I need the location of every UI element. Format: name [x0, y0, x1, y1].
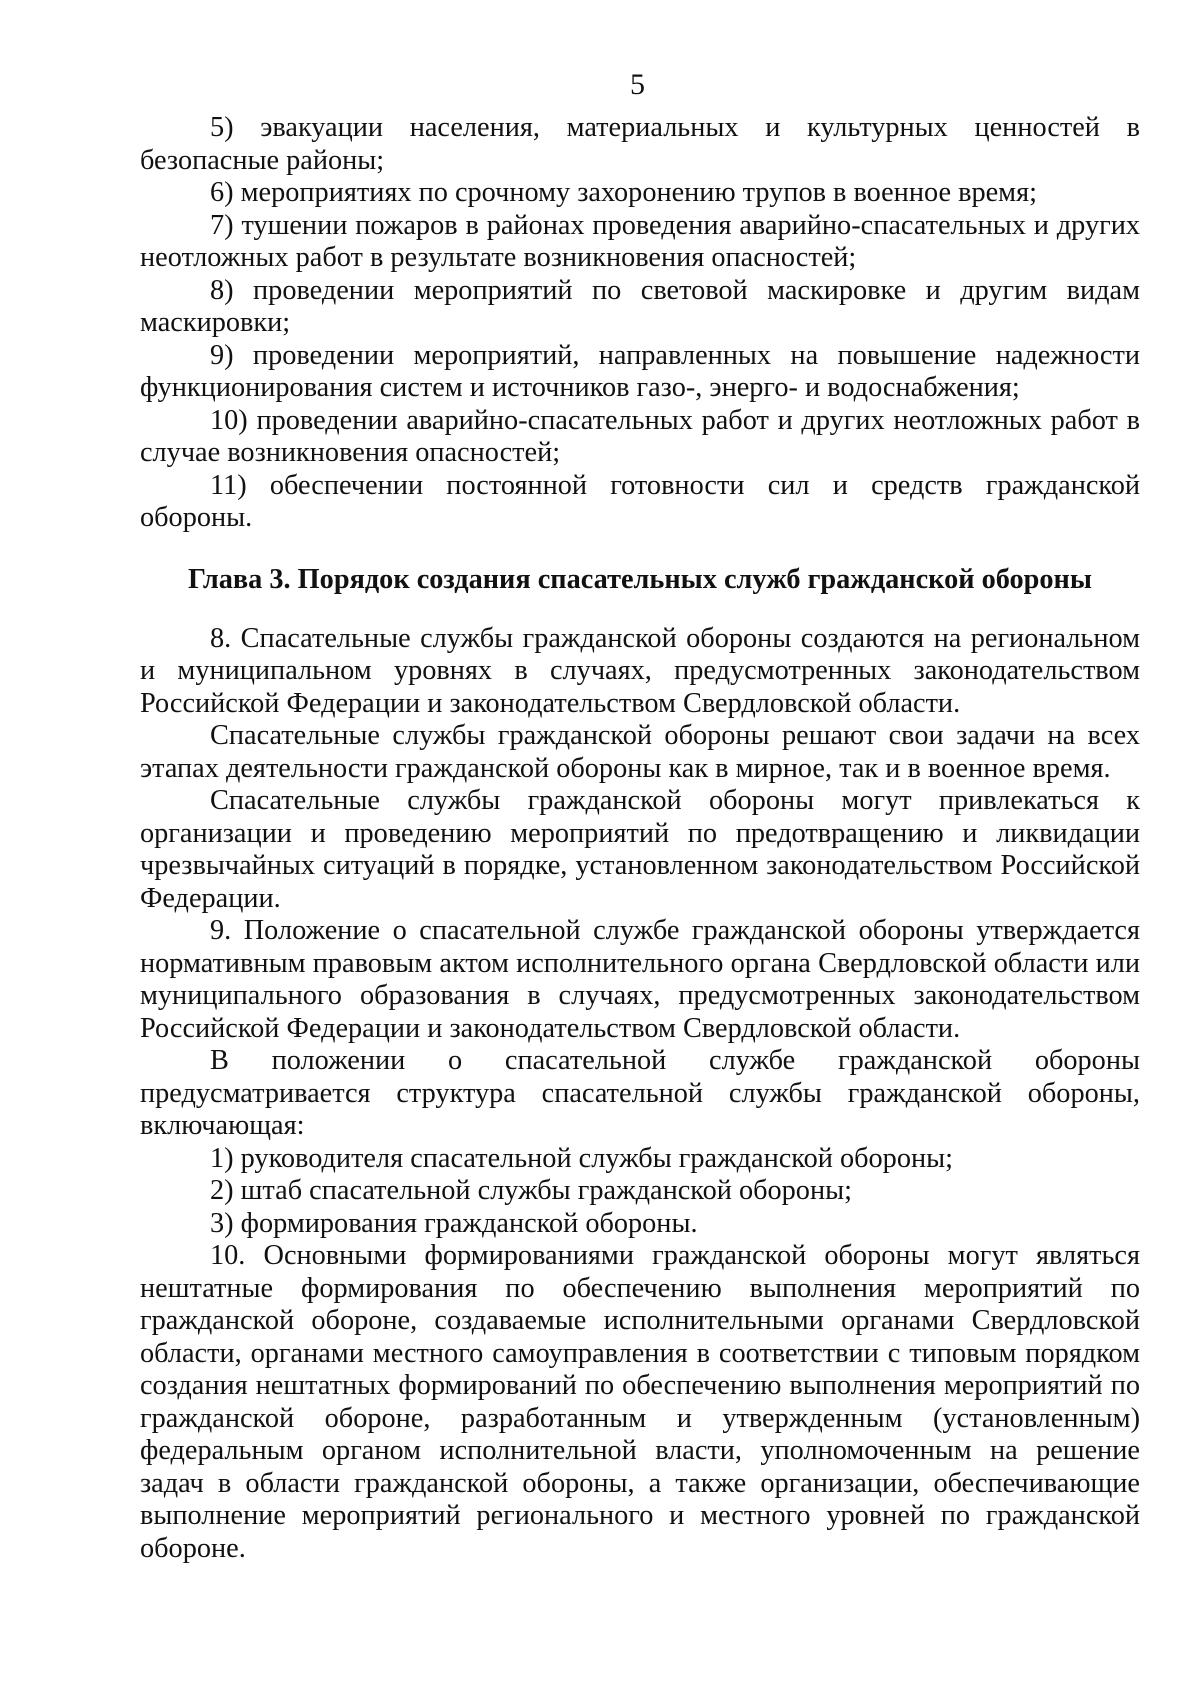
list-item-7: 7) тушении пожаров в районах проведения аварийно-спасательных и других неотложных работ в результате возникновения опасностей; — [140, 209, 1140, 273]
list-item-9: 9) проведении мероприятий, направленных на повышение надежности функционирования систем и источников газо-, энерго- и водоснабжения; — [140, 339, 1140, 403]
list-item-11: 11) обеспечении постоянной готовности сил и средств гражданской обороны. — [140, 469, 1140, 533]
structure-item-1: 1) руководителя спасательной службы гражданской обороны; — [210, 1142, 953, 1174]
paragraph-9: 9. Положение о спасательной службе гражданской обороны утверждается нормативным правовым актом исполнительного органа Свердловской области или муниципального образования в случаях, предусмотренных законодательством Российской Федерации и законодательством Свердловской области. — [140, 915, 1140, 1044]
list-item-5: 5) эвакуации населения, материальных и культурных ценностей в безопасные районы; — [140, 112, 1140, 176]
structure-item-3: 3) формирования гражданской обороны. — [210, 1207, 698, 1239]
page-number: 5 — [630, 68, 645, 101]
document-body — [140, 112, 1140, 1565]
paragraph-8: 8. Спасательные службы гражданской обороны создаются на региональном и муниципальном уровнях в случаях, предусмотренных законодательством Российской Федерации и законодательством Свердловской области. — [140, 622, 1140, 719]
list-item-8: 8) проведении мероприятий по световой маскировке и другим видам маскировки; — [140, 274, 1140, 338]
structure-item-2: 2) штаб спасательной службы гражданской обороны; — [210, 1175, 852, 1206]
paragraph-8-tasks: Спасательные службы гражданской обороны решают свои задачи на всех этапах деятельности гражданской обороны как в мирное, так и в военное время. — [140, 720, 1140, 784]
paragraph-8-involvement: Спасательные службы гражданской обороны могут привлекаться к организации и проведению мероприятий по предотвращению и ликвидации чрезвычайных ситуаций в порядке, установленном законодательством Российской Федерации. — [140, 785, 1140, 914]
paragraph-10: 10. Основными формированиями гражданской обороны могут являться нештатные формирования по обеспечению выполнения мероприятий по гражданской обороне, создаваемые исполнительными органами Свердловской области, органами местного самоуправления в соответствии с типовым порядком создания нештатных формирований по обеспечению выполнения мероприятий по гражданской обороне, разработанным и утвержденным (установленным) федеральным органом исполнительной власти, уполномоченным на решение задач в области гражданской обороны, а также организации, обеспечивающие выполнение мероприятий регионального и местного уровней по гражданской обороне. — [140, 1240, 1140, 1564]
chapter-heading: Глава 3. Порядок создания спасательных служб гражданской обороны — [188, 563, 1092, 595]
list-item-10: 10) проведении аварийно-спасательных работ и других неотложных работ в случае возникновения опасностей; — [140, 404, 1140, 468]
list-item-6: 6) мероприятиях по срочному захоронению трупов в военное время; — [210, 177, 1037, 208]
paragraph-9-structure: В положении о спасательной службе гражданской обороны предусматривается структура спасательной службы гражданской обороны, включающая: — [140, 1045, 1140, 1141]
